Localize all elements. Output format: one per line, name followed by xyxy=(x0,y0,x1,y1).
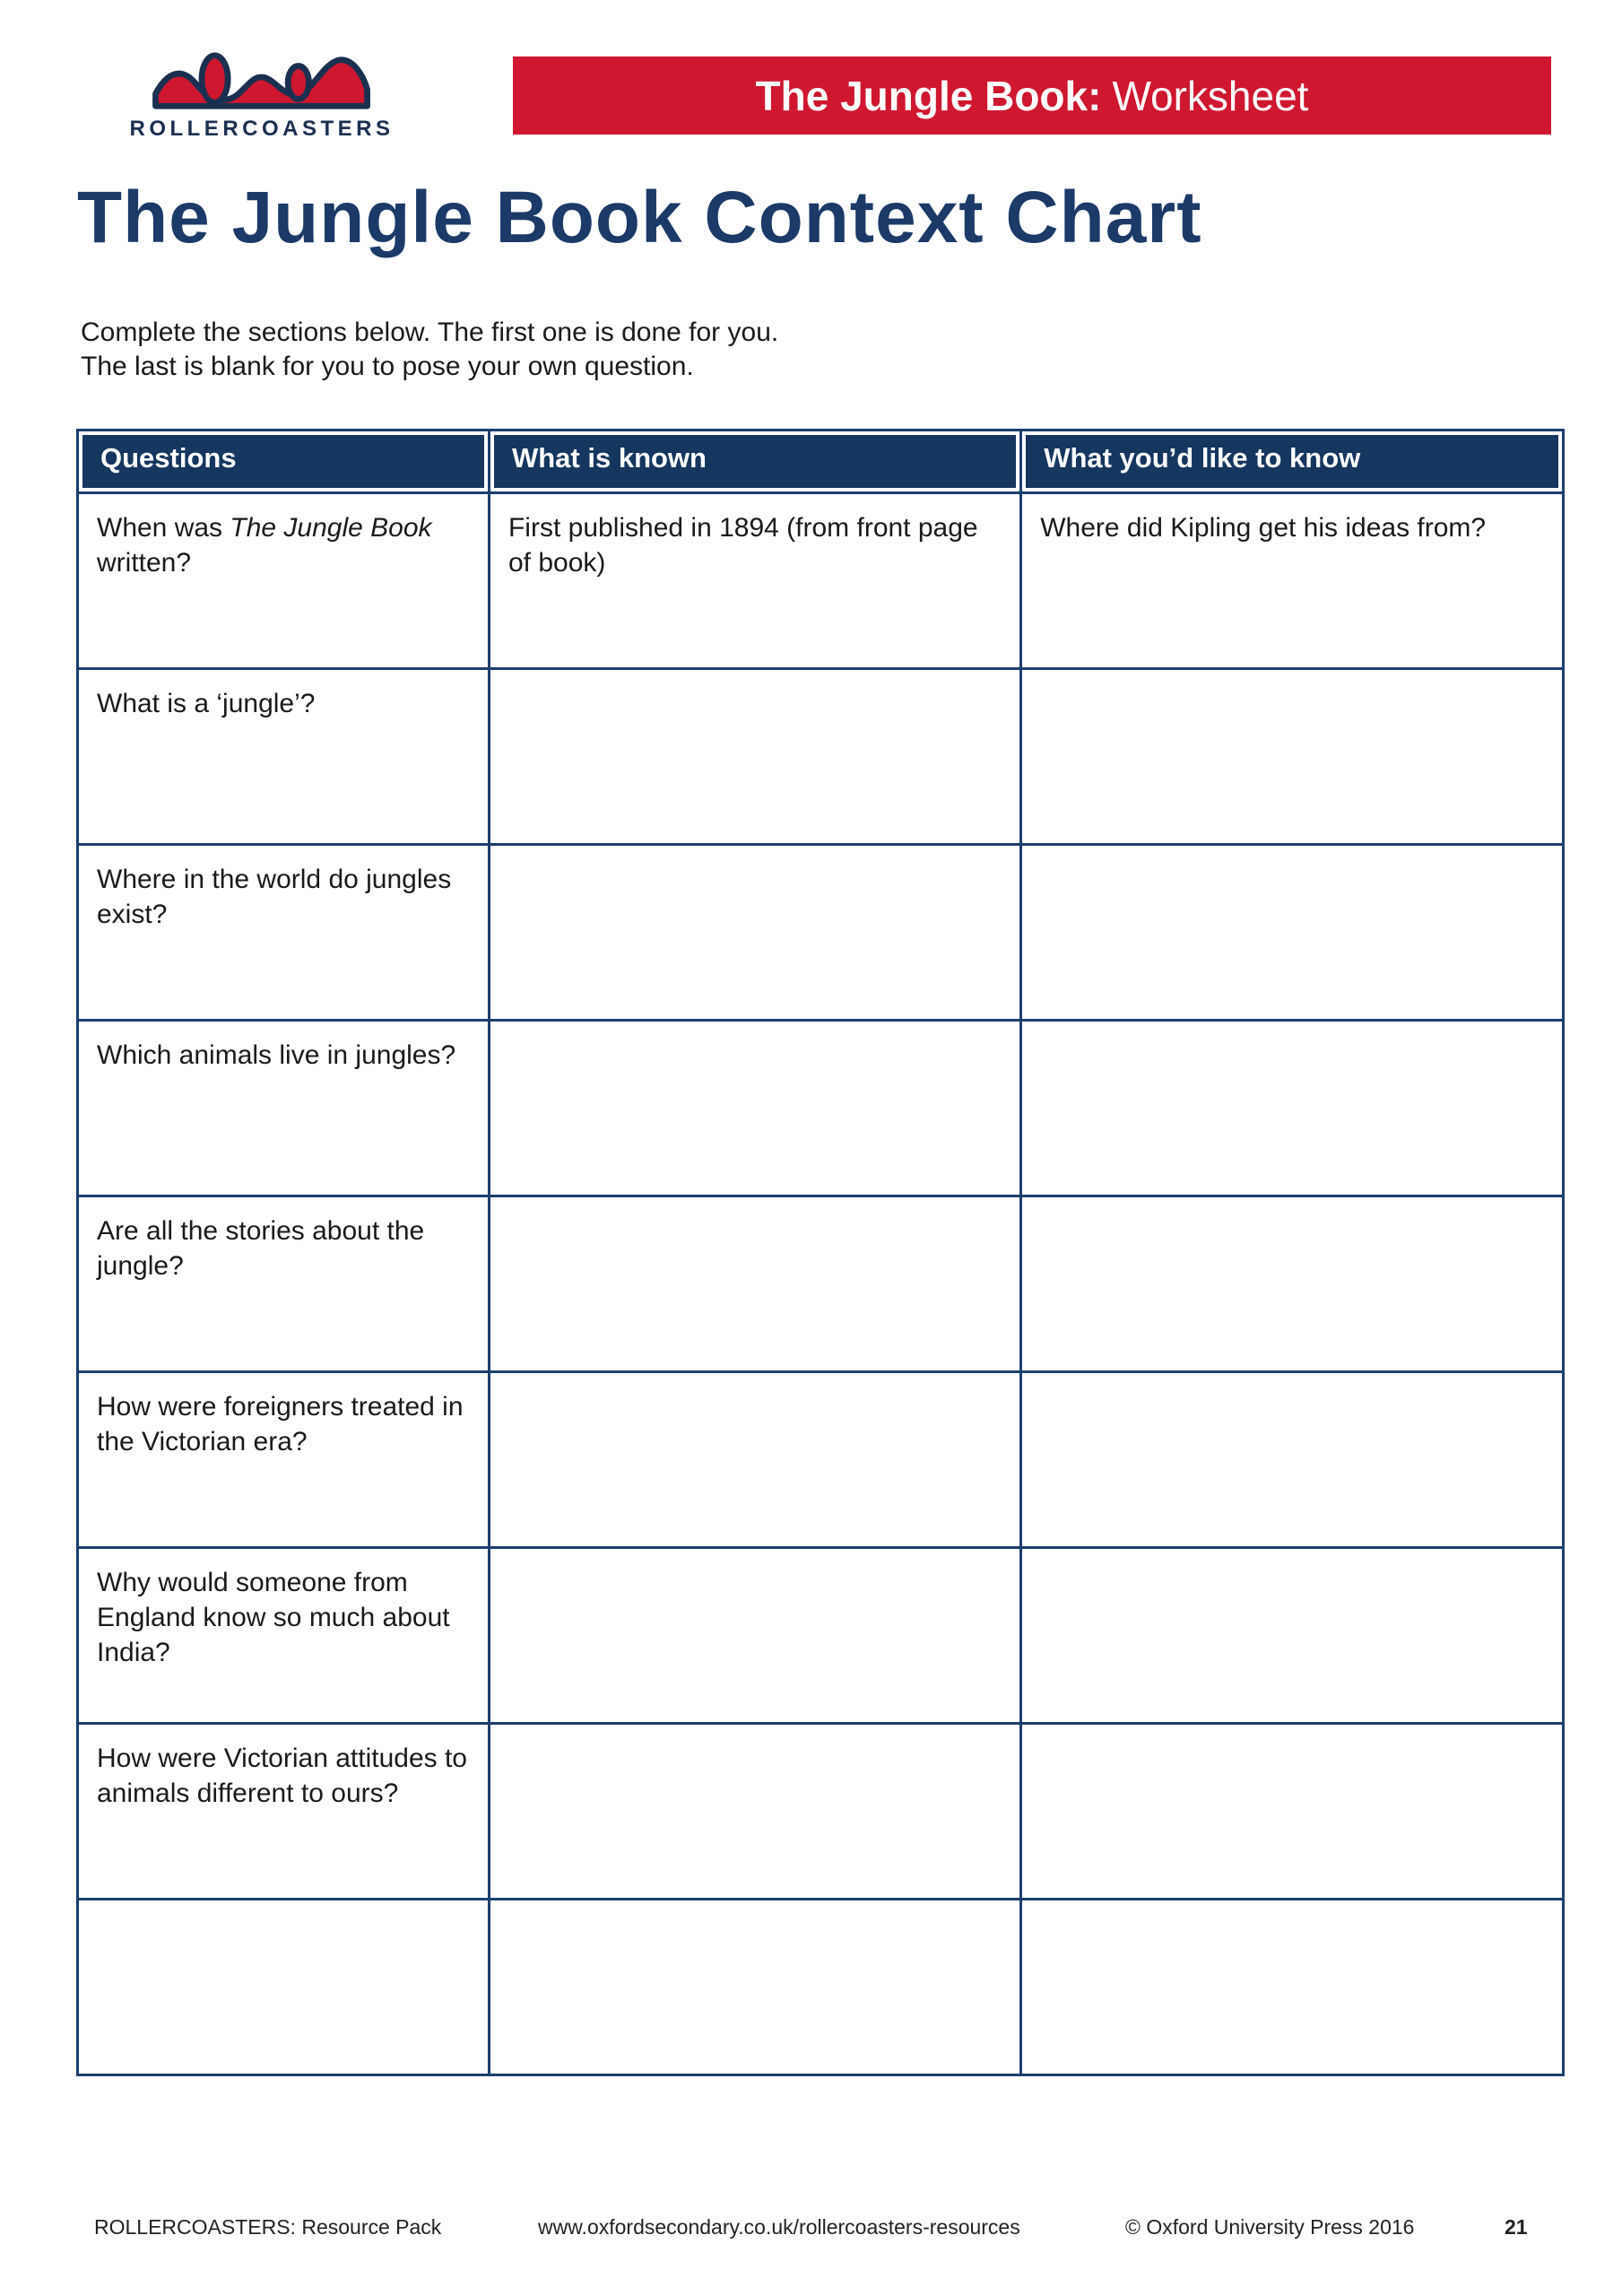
banner-title-bold: The Jungle Book: xyxy=(755,72,1102,119)
like-to-know-cell xyxy=(1021,1021,1564,1196)
page-title: The Jungle Book Context Chart xyxy=(77,177,1202,258)
question-cell xyxy=(78,1724,490,1900)
table-row xyxy=(78,1372,1564,1548)
what-is-known-cell xyxy=(489,1548,1020,1724)
what-is-known-cell: First published in 1894 (from front page of book) xyxy=(489,493,1020,669)
like-to-know-cell: Where did Kipling get his ideas from? xyxy=(1021,493,1564,669)
question-cell xyxy=(78,1900,490,2075)
footer-url: www.oxfordsecondary.co.uk/rollercoasters-resources xyxy=(538,2215,1020,2239)
what-is-known-cell xyxy=(489,1372,1020,1548)
table-row xyxy=(78,1548,1564,1724)
like-to-know-cell xyxy=(1021,669,1564,845)
question-segment: written? xyxy=(97,548,192,578)
question-segment: When was xyxy=(97,513,230,543)
instructions-line-2: The last is blank for you to pose your own question. xyxy=(81,352,694,381)
like-to-know-cell xyxy=(1021,1548,1564,1724)
what-is-known-cell xyxy=(489,845,1020,1021)
footer-copyright: © Oxford University Press 2016 xyxy=(1125,2215,1415,2239)
what-is-known-cell xyxy=(489,1900,1020,2075)
question-cell xyxy=(78,1548,490,1724)
rollercoaster-icon xyxy=(146,52,377,113)
question-cell xyxy=(78,845,490,1021)
table-row xyxy=(78,669,1564,845)
header-what-youd-like-to-know: What you’d like to know xyxy=(1021,430,1564,493)
question-cell xyxy=(78,1372,490,1548)
table-row xyxy=(78,1196,1564,1372)
question-segment: Are all the stories about the jungle? xyxy=(97,1216,425,1281)
question-cell xyxy=(78,1196,490,1372)
page-footer xyxy=(0,2215,1622,2251)
question-cell xyxy=(78,493,490,669)
like-to-know-cell xyxy=(1021,1372,1564,1548)
banner-title-regular: Worksheet xyxy=(1112,72,1309,119)
header-what-is-known: What is known xyxy=(489,430,1020,493)
question-cell xyxy=(78,1021,490,1196)
table-header-row xyxy=(78,430,1564,493)
instructions-line-1: Complete the sections below. The first one is done for you. xyxy=(81,317,779,347)
question-segment: Why would someone from England know so much about India? xyxy=(97,1568,450,1667)
table-row xyxy=(78,845,1564,1021)
worksheet-banner xyxy=(513,57,1551,135)
what-is-known-cell xyxy=(489,1021,1020,1196)
table-row xyxy=(78,1724,1564,1900)
footer-page-number: 21 xyxy=(1505,2215,1528,2239)
question-segment: Where in the world do jungles exist? xyxy=(97,865,452,929)
context-chart-table xyxy=(76,429,1565,2076)
table-row xyxy=(78,493,1564,669)
question-cell xyxy=(78,669,490,845)
question-segment: How were Victorian attitudes to animals different to ours? xyxy=(97,1744,467,1808)
rollercoasters-logo xyxy=(95,52,429,142)
like-to-know-cell xyxy=(1021,1900,1564,2075)
instructions xyxy=(81,316,778,384)
question-italic-segment: The Jungle Book xyxy=(230,513,432,543)
logo-brand-text: ROLLERCOASTERS xyxy=(129,117,395,141)
question-segment: What is a ‘jungle’? xyxy=(97,689,316,718)
what-is-known-cell xyxy=(489,1724,1020,1900)
table-body xyxy=(78,493,1564,2075)
what-is-known-cell xyxy=(489,669,1020,845)
like-to-know-cell xyxy=(1021,845,1564,1021)
like-to-know-cell xyxy=(1021,1196,1564,1372)
footer-resource-pack: ROLLERCOASTERS: Resource Pack xyxy=(94,2215,442,2239)
table-row xyxy=(78,1900,1564,2075)
header-questions: Questions xyxy=(78,430,490,493)
what-is-known-cell xyxy=(489,1196,1020,1372)
like-to-know-cell xyxy=(1021,1724,1564,1900)
question-segment: Which animals live in jungles? xyxy=(97,1040,456,1070)
table-row xyxy=(78,1021,1564,1196)
question-segment: How were foreigners treated in the Victorian era? xyxy=(97,1392,464,1457)
